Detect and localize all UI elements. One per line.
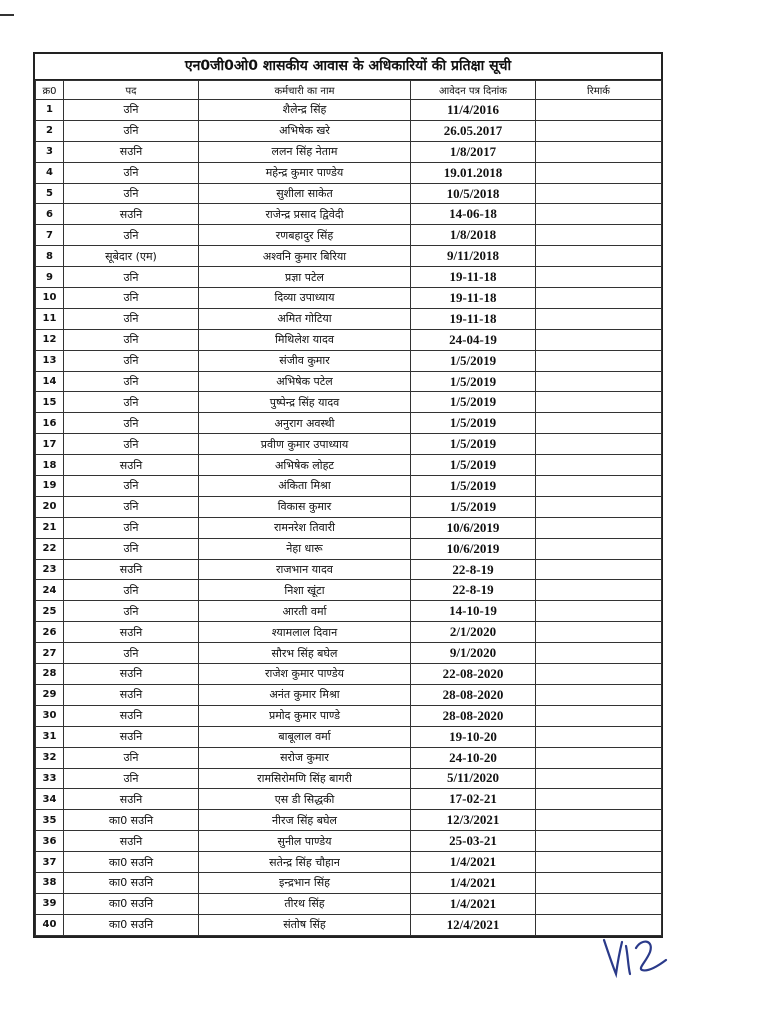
row-post: सउनि	[64, 622, 199, 643]
row-post: सउनि	[64, 141, 199, 162]
row-application-date: 28-08-2020	[411, 705, 536, 726]
row-remarks	[536, 434, 662, 455]
row-application-date: 1/5/2019	[411, 413, 536, 434]
row-serial: 1	[36, 100, 64, 121]
row-serial: 21	[36, 517, 64, 538]
row-employee-name: राजेन्द्र प्रसाद द्विवेदी	[199, 204, 411, 225]
row-application-date: 10/5/2018	[411, 183, 536, 204]
table-body	[36, 100, 662, 936]
table-row	[36, 476, 662, 497]
table-row	[36, 768, 662, 789]
row-remarks	[536, 893, 662, 914]
row-post: उनि	[64, 538, 199, 559]
row-post: सउनि	[64, 204, 199, 225]
row-remarks	[536, 559, 662, 580]
row-employee-name: अश्वनि कुमार बिरिया	[199, 246, 411, 267]
row-remarks	[536, 684, 662, 705]
row-post: सउनि	[64, 705, 199, 726]
row-application-date: 1/5/2019	[411, 392, 536, 413]
row-employee-name: पुष्पेन्द्र सिंह यादव	[199, 392, 411, 413]
row-remarks	[536, 664, 662, 685]
row-employee-name: नीरज सिंह बघेल	[199, 810, 411, 831]
table-row	[36, 267, 662, 288]
table-row	[36, 580, 662, 601]
table-row	[36, 914, 662, 935]
row-post: उनि	[64, 580, 199, 601]
row-post: का0 सउनि	[64, 893, 199, 914]
row-post: उनि	[64, 601, 199, 622]
row-post: उनि	[64, 329, 199, 350]
row-post: का0 सउनि	[64, 914, 199, 935]
row-post: का0 सउनि	[64, 872, 199, 893]
row-employee-name: अभिषेक पटेल	[199, 371, 411, 392]
row-remarks	[536, 308, 662, 329]
row-application-date: 11/4/2016	[411, 100, 536, 121]
row-serial: 30	[36, 705, 64, 726]
row-remarks	[536, 392, 662, 413]
row-application-date: 9/1/2020	[411, 643, 536, 664]
row-application-date: 22-08-2020	[411, 664, 536, 685]
row-post: का0 सउनि	[64, 810, 199, 831]
row-post: उनि	[64, 120, 199, 141]
row-employee-name: तीरथ सिंह	[199, 893, 411, 914]
row-post: उनि	[64, 768, 199, 789]
row-post: उनि	[64, 747, 199, 768]
table-row	[36, 517, 662, 538]
row-employee-name: नेहा धारू	[199, 538, 411, 559]
table-row	[36, 496, 662, 517]
row-remarks	[536, 455, 662, 476]
row-post: उनि	[64, 183, 199, 204]
row-application-date: 14-10-19	[411, 601, 536, 622]
row-serial: 19	[36, 476, 64, 497]
row-employee-name: सौरभ सिंह बघेल	[199, 643, 411, 664]
row-application-date: 1/5/2019	[411, 476, 536, 497]
row-remarks	[536, 350, 662, 371]
row-post: उनि	[64, 267, 199, 288]
row-application-date: 1/8/2017	[411, 141, 536, 162]
row-application-date: 22-8-19	[411, 559, 536, 580]
row-remarks	[536, 246, 662, 267]
row-remarks	[536, 705, 662, 726]
row-post: उनि	[64, 308, 199, 329]
table-row	[36, 559, 662, 580]
row-application-date: 1/5/2019	[411, 455, 536, 476]
row-post: सउनि	[64, 455, 199, 476]
row-post: उनि	[64, 476, 199, 497]
row-serial: 40	[36, 914, 64, 935]
row-serial: 35	[36, 810, 64, 831]
row-application-date: 19-11-18	[411, 288, 536, 309]
row-employee-name: निशा खूंटा	[199, 580, 411, 601]
row-remarks	[536, 329, 662, 350]
row-employee-name: राजेश कुमार पाण्डेय	[199, 664, 411, 685]
table-row	[36, 141, 662, 162]
row-employee-name: प्रमोद कुमार पाण्डे	[199, 705, 411, 726]
row-employee-name: सुशीला साकेत	[199, 183, 411, 204]
row-post: उनि	[64, 162, 199, 183]
row-serial: 28	[36, 664, 64, 685]
table-row	[36, 747, 662, 768]
table-row	[36, 371, 662, 392]
row-application-date: 1/4/2021	[411, 893, 536, 914]
row-serial: 27	[36, 643, 64, 664]
row-remarks	[536, 100, 662, 121]
row-serial: 4	[36, 162, 64, 183]
row-serial: 2	[36, 120, 64, 141]
row-application-date: 5/11/2020	[411, 768, 536, 789]
row-employee-name: श्यामलाल दिवान	[199, 622, 411, 643]
row-serial: 13	[36, 350, 64, 371]
row-serial: 23	[36, 559, 64, 580]
table-row	[36, 246, 662, 267]
row-employee-name: अभिषेक लोहट	[199, 455, 411, 476]
row-application-date: 10/6/2019	[411, 517, 536, 538]
row-serial: 18	[36, 455, 64, 476]
waiting-list-table	[35, 80, 662, 936]
row-serial: 5	[36, 183, 64, 204]
table-row	[36, 413, 662, 434]
row-serial: 34	[36, 789, 64, 810]
row-serial: 8	[36, 246, 64, 267]
row-employee-name: सुनील पाण्डेय	[199, 831, 411, 852]
row-remarks	[536, 288, 662, 309]
table-row	[36, 789, 662, 810]
row-remarks	[536, 162, 662, 183]
row-application-date: 10/6/2019	[411, 538, 536, 559]
row-serial: 22	[36, 538, 64, 559]
row-remarks	[536, 601, 662, 622]
row-post: उनि	[64, 392, 199, 413]
row-application-date: 22-8-19	[411, 580, 536, 601]
row-application-date: 19-11-18	[411, 267, 536, 288]
row-employee-name: संजीव कुमार	[199, 350, 411, 371]
row-employee-name: महेन्द्र कुमार पाण्डेय	[199, 162, 411, 183]
row-remarks	[536, 267, 662, 288]
table-row	[36, 392, 662, 413]
row-application-date: 12/3/2021	[411, 810, 536, 831]
waiting-list-document	[33, 52, 663, 938]
row-post: का0 सउनि	[64, 852, 199, 873]
row-application-date: 1/5/2019	[411, 496, 536, 517]
table-row	[36, 225, 662, 246]
row-remarks	[536, 120, 662, 141]
row-employee-name: राजभान यादव	[199, 559, 411, 580]
table-row	[36, 601, 662, 622]
table-row	[36, 664, 662, 685]
row-employee-name: प्रज्ञा पटेल	[199, 267, 411, 288]
row-serial: 11	[36, 308, 64, 329]
row-remarks	[536, 852, 662, 873]
row-application-date: 1/4/2021	[411, 872, 536, 893]
row-application-date: 2/1/2020	[411, 622, 536, 643]
row-employee-name: ललन सिंह नेताम	[199, 141, 411, 162]
row-remarks	[536, 831, 662, 852]
row-employee-name: सरोज कुमार	[199, 747, 411, 768]
row-post: उनि	[64, 100, 199, 121]
row-serial: 15	[36, 392, 64, 413]
row-serial: 17	[36, 434, 64, 455]
handwritten-signature-icon	[598, 930, 678, 982]
table-row	[36, 350, 662, 371]
row-serial: 9	[36, 267, 64, 288]
row-serial: 20	[36, 496, 64, 517]
row-remarks	[536, 517, 662, 538]
row-remarks	[536, 413, 662, 434]
row-application-date: 26.05.2017	[411, 120, 536, 141]
row-post: उनि	[64, 496, 199, 517]
row-application-date: 17-02-21	[411, 789, 536, 810]
row-post: सूबेदार (एम)	[64, 246, 199, 267]
table-row	[36, 288, 662, 309]
row-application-date: 9/11/2018	[411, 246, 536, 267]
table-row	[36, 684, 662, 705]
row-application-date: 24-10-20	[411, 747, 536, 768]
row-remarks	[536, 538, 662, 559]
row-remarks	[536, 183, 662, 204]
row-serial: 12	[36, 329, 64, 350]
row-remarks	[536, 622, 662, 643]
row-remarks	[536, 204, 662, 225]
row-serial: 36	[36, 831, 64, 852]
row-employee-name: संतोष सिंह	[199, 914, 411, 935]
row-post: उनि	[64, 371, 199, 392]
row-serial: 6	[36, 204, 64, 225]
table-row	[36, 872, 662, 893]
row-serial: 32	[36, 747, 64, 768]
row-serial: 24	[36, 580, 64, 601]
table-row	[36, 831, 662, 852]
row-serial: 38	[36, 872, 64, 893]
row-employee-name: प्रवीण कुमार उपाध्याय	[199, 434, 411, 455]
row-remarks	[536, 810, 662, 831]
row-post: सउनि	[64, 664, 199, 685]
header-remarks: रिमार्क	[536, 81, 662, 100]
row-remarks	[536, 141, 662, 162]
row-employee-name: बाबूलाल वर्मा	[199, 726, 411, 747]
row-serial: 26	[36, 622, 64, 643]
row-serial: 37	[36, 852, 64, 873]
row-post: सउनि	[64, 559, 199, 580]
table-row	[36, 893, 662, 914]
row-post: उनि	[64, 434, 199, 455]
row-employee-name: अमित गोटिया	[199, 308, 411, 329]
row-post: उनि	[64, 225, 199, 246]
row-serial: 14	[36, 371, 64, 392]
row-employee-name: अनंत कुमार मिश्रा	[199, 684, 411, 705]
row-application-date: 19-10-20	[411, 726, 536, 747]
row-remarks	[536, 726, 662, 747]
table-header-row	[36, 81, 662, 100]
table-row	[36, 643, 662, 664]
row-application-date: 19.01.2018	[411, 162, 536, 183]
row-application-date: 19-11-18	[411, 308, 536, 329]
row-employee-name: दिव्या उपाध्याय	[199, 288, 411, 309]
row-employee-name: इन्द्रभान सिंह	[199, 872, 411, 893]
table-row	[36, 308, 662, 329]
row-serial: 31	[36, 726, 64, 747]
row-serial: 29	[36, 684, 64, 705]
row-serial: 7	[36, 225, 64, 246]
row-employee-name: मिथिलेश यादव	[199, 329, 411, 350]
row-post: सउनि	[64, 684, 199, 705]
row-post: उनि	[64, 643, 199, 664]
row-post: सउनि	[64, 789, 199, 810]
row-remarks	[536, 371, 662, 392]
table-row	[36, 705, 662, 726]
row-remarks	[536, 643, 662, 664]
table-row	[36, 455, 662, 476]
row-application-date: 28-08-2020	[411, 684, 536, 705]
row-employee-name: विकास कुमार	[199, 496, 411, 517]
margin-mark	[0, 14, 14, 16]
row-application-date: 14-06-18	[411, 204, 536, 225]
table-row	[36, 852, 662, 873]
row-application-date: 1/4/2021	[411, 852, 536, 873]
table-row	[36, 204, 662, 225]
row-serial: 16	[36, 413, 64, 434]
header-application-date: आवेदन पत्र दिनांक	[411, 81, 536, 100]
row-remarks	[536, 789, 662, 810]
row-application-date: 1/5/2019	[411, 434, 536, 455]
header-name: कर्मचारी का नाम	[199, 81, 411, 100]
row-serial: 10	[36, 288, 64, 309]
row-post: उनि	[64, 288, 199, 309]
row-employee-name: अभिषेक खरे	[199, 120, 411, 141]
row-remarks	[536, 476, 662, 497]
row-post: उनि	[64, 350, 199, 371]
row-serial: 25	[36, 601, 64, 622]
table-row	[36, 434, 662, 455]
header-post: पद	[64, 81, 199, 100]
table-row	[36, 538, 662, 559]
table-row	[36, 726, 662, 747]
row-employee-name: एस डी सिद्धकी	[199, 789, 411, 810]
document-title: एन0जी0ओ0 शासकीय आवास के अधिकारियों की प्रतिक्षा सूची	[35, 54, 661, 80]
header-serial: क्र0	[36, 81, 64, 100]
table-row	[36, 162, 662, 183]
row-post: उनि	[64, 517, 199, 538]
row-employee-name: रणबहादुर सिंह	[199, 225, 411, 246]
row-serial: 3	[36, 141, 64, 162]
row-serial: 33	[36, 768, 64, 789]
table-row	[36, 329, 662, 350]
row-remarks	[536, 747, 662, 768]
row-application-date: 1/5/2019	[411, 371, 536, 392]
row-application-date: 1/8/2018	[411, 225, 536, 246]
row-employee-name: शैलेन्द्र सिंह	[199, 100, 411, 121]
row-remarks	[536, 225, 662, 246]
row-post: सउनि	[64, 831, 199, 852]
table-row	[36, 100, 662, 121]
row-application-date: 12/4/2021	[411, 914, 536, 935]
row-remarks	[536, 872, 662, 893]
row-post: उनि	[64, 413, 199, 434]
row-application-date: 24-04-19	[411, 329, 536, 350]
row-employee-name: अनुराग अवस्थी	[199, 413, 411, 434]
row-application-date: 1/5/2019	[411, 350, 536, 371]
row-employee-name: सतेन्द्र सिंह चौहान	[199, 852, 411, 873]
row-employee-name: रामसिरोमणि सिंह बागरी	[199, 768, 411, 789]
row-remarks	[536, 768, 662, 789]
table-row	[36, 183, 662, 204]
table-row	[36, 810, 662, 831]
table-row	[36, 120, 662, 141]
row-serial: 39	[36, 893, 64, 914]
row-employee-name: आरती वर्मा	[199, 601, 411, 622]
row-employee-name: अंकिता मिश्रा	[199, 476, 411, 497]
row-application-date: 25-03-21	[411, 831, 536, 852]
table-row	[36, 622, 662, 643]
row-employee-name: रामनरेश तिवारी	[199, 517, 411, 538]
row-remarks	[536, 580, 662, 601]
row-post: सउनि	[64, 726, 199, 747]
row-remarks	[536, 496, 662, 517]
